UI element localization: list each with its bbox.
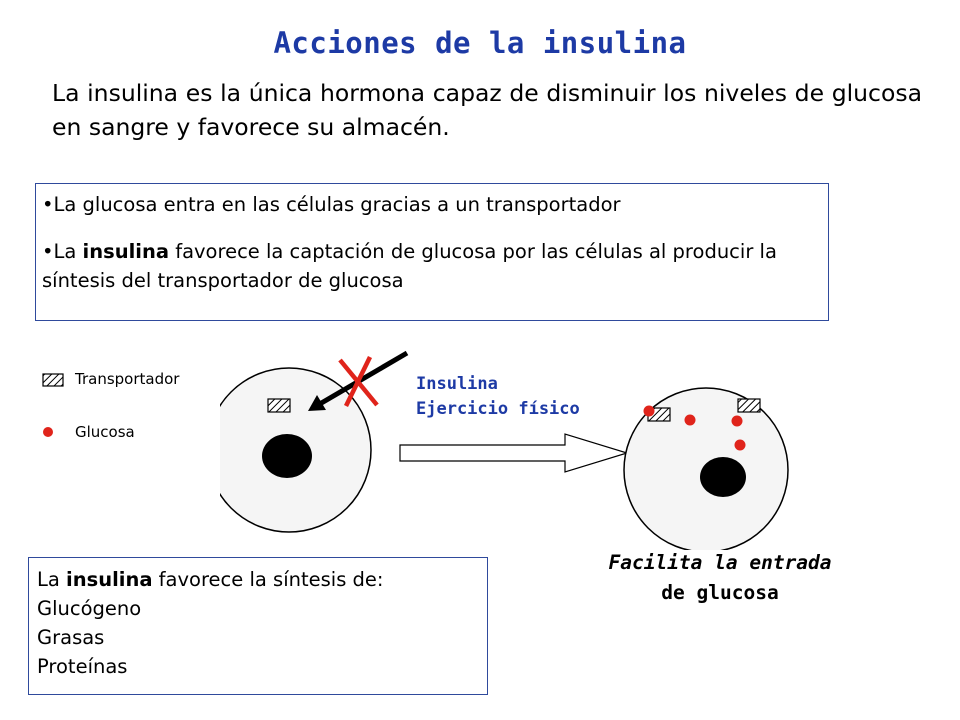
glucose-dot xyxy=(644,406,655,417)
bullet-2-bold: insulina xyxy=(82,240,169,263)
synthesis-prefix: La xyxy=(37,568,67,591)
intro-paragraph: La insulina es la única hormona capaz de disminuir los niveles de glucosa en sangre y favorece su almacén. xyxy=(52,79,922,141)
arrow-label-ejercicio: Ejercicio físico xyxy=(416,399,580,419)
synthesis-box xyxy=(28,557,488,695)
glucose-dot xyxy=(735,440,746,451)
legend-symbols xyxy=(40,371,68,441)
bullet-insulin-uptake: •La insulina favorece la captación de glucosa por las células al producir la síntesis del transportador de glucosa xyxy=(42,240,777,292)
transporter-before xyxy=(268,399,290,412)
diagram-caption xyxy=(570,548,870,608)
spacer xyxy=(42,219,822,237)
cell-diagram xyxy=(220,340,800,550)
synthesis-item-grasas: Grasas xyxy=(37,626,105,649)
synthesis-intro xyxy=(37,565,487,594)
bullet-2-prefix: La xyxy=(53,240,83,263)
bullet-glucose-entry: •La glucosa entra en las células gracias a un transportador xyxy=(42,193,621,216)
nucleus-after xyxy=(700,457,746,497)
synthesis-item-proteinas: Proteínas xyxy=(37,655,128,678)
caption-line-1: Facilita la entrada xyxy=(608,551,832,574)
page-title: Acciones de la insulina xyxy=(273,26,687,60)
synthesis-item-glucogeno: Glucógeno xyxy=(37,597,142,620)
synthesis-rest: favorece la síntesis de: xyxy=(152,568,384,591)
transport-info-box xyxy=(35,183,829,321)
transporter-after-right xyxy=(738,399,760,412)
legend-transportador: Transportador xyxy=(75,370,180,388)
synthesis-bold: insulina xyxy=(66,568,153,591)
transporter-legend-icon xyxy=(43,374,63,386)
bullet-2-rest: favorece la captación de glucosa por las células al producir la síntesis del transportador de glucosa xyxy=(42,240,777,292)
nucleus-before xyxy=(262,434,312,478)
glucose-dot xyxy=(685,415,696,426)
glucose-legend-icon xyxy=(43,427,53,437)
caption-line-2: de glucosa xyxy=(661,581,779,604)
legend-glucosa: Glucosa xyxy=(75,423,135,441)
arrow-label-insulina: Insulina xyxy=(416,374,498,394)
bullet-1-text: La glucosa entra en las células gracias a un transportador xyxy=(53,193,621,216)
glucose-dot xyxy=(732,416,743,427)
transition-arrow xyxy=(400,434,627,472)
